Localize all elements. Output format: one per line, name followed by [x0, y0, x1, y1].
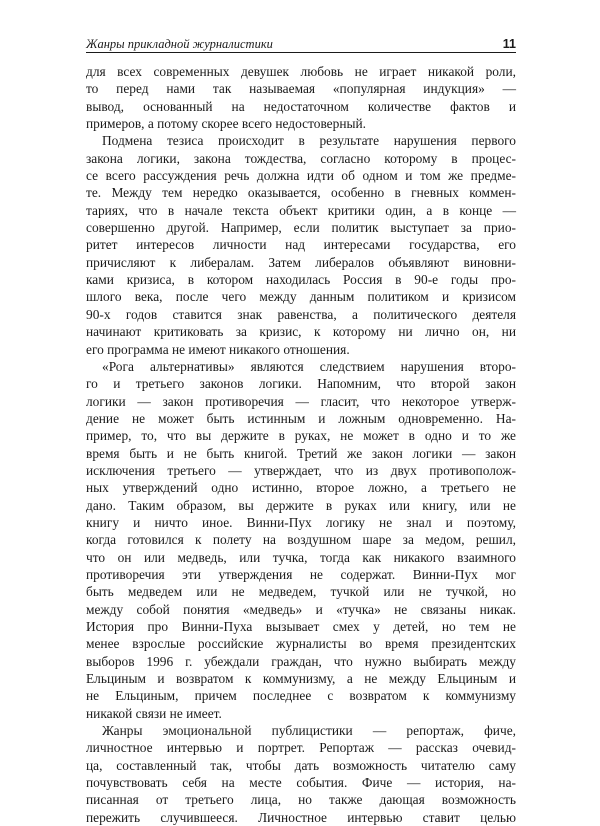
text-line: ца, составленный так, чтобы дать возможность читателю саму: [86, 757, 516, 773]
header-rule: [86, 52, 516, 53]
text-line: совершенно другой. Например, если политик выступает за прио-: [86, 220, 516, 236]
text-line: примеров, а потому скорее всего недостоверный.: [86, 116, 366, 132]
text-line: шлого века, после чего между данным политиком и кризисом: [86, 289, 516, 305]
text-line: книгу и ничто иное. Винни-Пух логику не знал и поэтому,: [86, 514, 516, 530]
text-line: Ельциным и возвратом к коммунизму, а не между Ельциным и: [86, 671, 516, 687]
body-text: [86, 63, 516, 826]
text-line: менее взрослые российские журналисты во время президентских: [86, 636, 516, 652]
text-line: личностное интервью и портрет. Репортаж — рассказ очевид-: [86, 740, 516, 756]
text-line: писанная от третьего лица, но также дающая возможность: [86, 792, 516, 808]
text-line: время быть и не быть книгой. Третий же закон логики — закон: [86, 445, 516, 461]
text-line: между собой понятия «медведь» и «тучка» не связаны никак.: [86, 601, 516, 617]
text-line: логики — закон противоречия — гласит, что некоторое утверж-: [86, 393, 516, 409]
text-line: дение не может быть истинным и ложным одновременно. На-: [86, 410, 516, 426]
text-line: его программа не имеют никакого отношения.: [86, 341, 350, 357]
text-line: начинают критиковать за кризис, к которому ни лично он, ни: [86, 324, 516, 340]
text-line: «Рога альтернативы» являются следствием нарушения второ-: [102, 358, 516, 374]
text-line: выборов 1996 г. убеждали граждан, что нужно выбирать между: [86, 653, 516, 669]
text-line: Подмена тезиса происходит в результате нарушения первого: [102, 133, 516, 149]
text-line: для всех современных девушек любовь не играет никакой роли,: [86, 64, 516, 79]
text-line: 90-х годов ставится знак равенства, а политического деятеля: [86, 306, 516, 322]
text-line: История про Винни-Пуха вызывает смех у детей, но тем не: [86, 619, 516, 634]
text-line: почувствовать себя на месте события. Фиче — история, на-: [86, 775, 516, 791]
text-line: когда готовился к полету на воздушном шаре за медом, решил,: [86, 532, 516, 548]
text-line: что он или медведь, или тучка, тогда как никакого взаимного: [86, 549, 516, 565]
running-header: [86, 36, 516, 54]
text-line: се всего рассуждения речь должна идти об одном и том же предме-: [86, 168, 516, 184]
text-line: быть медведем или не медведем, тучкой или не тучкой, но: [86, 584, 516, 600]
text-line: вывод, основанный на недостаточном количестве фактов и: [86, 98, 516, 114]
text-line: тариях, что в начале текста объект критики один, а в конце —: [86, 202, 516, 218]
text-line: исключения третьего — утверждает, что из двух противополож-: [86, 462, 516, 478]
text-line: никакой связи не имеет.: [86, 705, 222, 721]
text-line: го и третьего законов логики. Напомним, что второй закон: [86, 376, 516, 392]
text-line: пережить случившееся. Личностное интервью ставит целью: [86, 809, 516, 825]
text-line: ками кризиса, в котором находилась Россия в 90-е годы про-: [86, 272, 516, 288]
text-line: дано. Таким образом, вы держите в руках или книгу, или не: [86, 497, 516, 513]
text-line: ритет интересов личности над интересами государства, его: [86, 237, 516, 253]
text-line: причисляют к либералам. Затем либералов объявляют виновни-: [86, 254, 516, 270]
text-line: противоречия эти утверждения не содержат. Винни-Пух мог: [86, 566, 516, 582]
text-line: Жанры эмоциональной публицистики — репортаж, фиче,: [102, 723, 516, 739]
text-line: не Ельциным, причем последнее с возвратом к коммунизму: [86, 688, 516, 704]
text-line: те. Между тем нередко оказывается, особенно в гневных коммен-: [86, 185, 516, 201]
running-title: Жанры прикладной журналистики: [86, 37, 273, 51]
text-line: ных утверждений одно истинно, второе ложно, а третьего не: [86, 480, 516, 496]
page-number: 11: [502, 37, 516, 51]
text-line: пример, то, что вы держите в руках, не может в одно и то же: [86, 428, 516, 444]
text-line: то перед нами так называемая «популярная индукция» —: [86, 81, 516, 97]
text-line: закона логики, закона тождества, согласно которому в процес-: [86, 150, 516, 166]
